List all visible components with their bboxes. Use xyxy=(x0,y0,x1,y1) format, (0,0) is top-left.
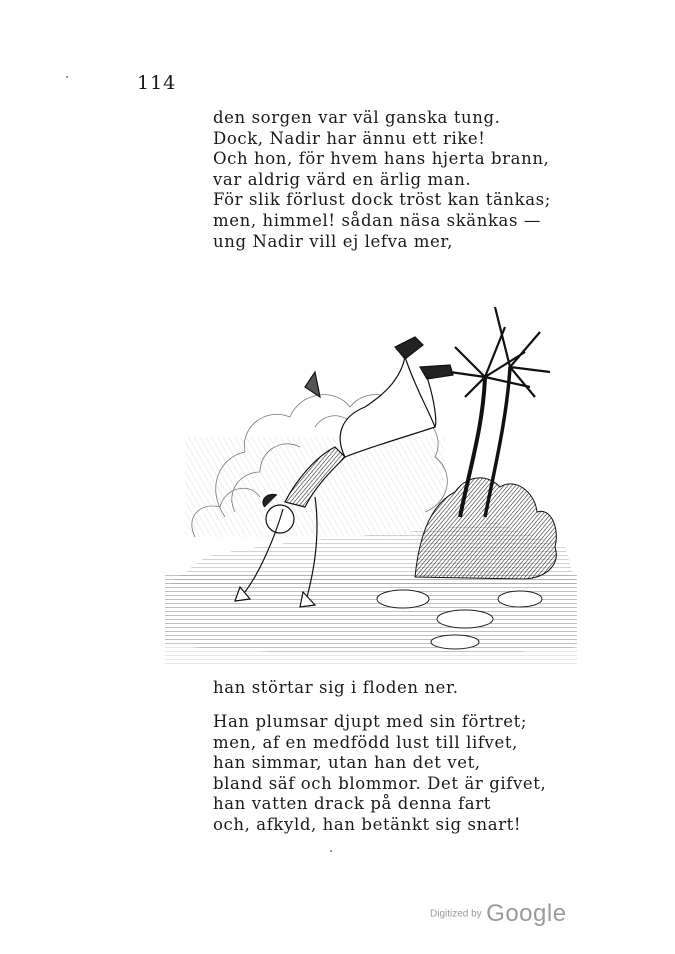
verse-line: bland säf och blommor. Det är gifvet, xyxy=(213,773,547,793)
stanza-bottom xyxy=(213,712,546,836)
verse-line: den sorgen var väl ganska tung. xyxy=(213,108,501,127)
print-speck xyxy=(330,850,332,852)
palm-trees xyxy=(450,307,550,517)
print-speck xyxy=(66,76,68,78)
verse-line: ung Nadir vill ej lefva mer, xyxy=(213,231,453,251)
stanza-top xyxy=(213,108,551,252)
verse-line: men, himmel! sådan näsa skänkas — xyxy=(213,210,542,230)
verse-line: var aldrig värd en ärlig man. xyxy=(213,169,472,189)
verse-line: han vatten drack på denna fart xyxy=(213,794,491,814)
verse-line: men, af en medfödd lust till lifvet, xyxy=(213,732,518,752)
verse-line: och, afkyld, han betänkt sig snart! xyxy=(213,814,522,834)
caption-line: han störtar sig i floden ner. xyxy=(213,678,459,697)
verse-line: Dock, Nadir har ännu ett rike! xyxy=(213,128,486,148)
watermark-brand: Google xyxy=(486,900,567,927)
verse-line: han simmar, utan han det vet, xyxy=(213,753,481,773)
verse-line: Han plumsar djupt med sin förtret; xyxy=(213,712,528,731)
page-number: 114 xyxy=(137,72,177,94)
watermark-prefix: Digitized by xyxy=(430,908,482,920)
diving-man-illustration xyxy=(165,287,577,665)
verse-line: För slik förlust dock tröst kan tänkas; xyxy=(213,190,551,210)
verse-line: Och hon, för hvem hans hjerta brann, xyxy=(213,149,550,169)
digitized-watermark xyxy=(430,900,567,928)
